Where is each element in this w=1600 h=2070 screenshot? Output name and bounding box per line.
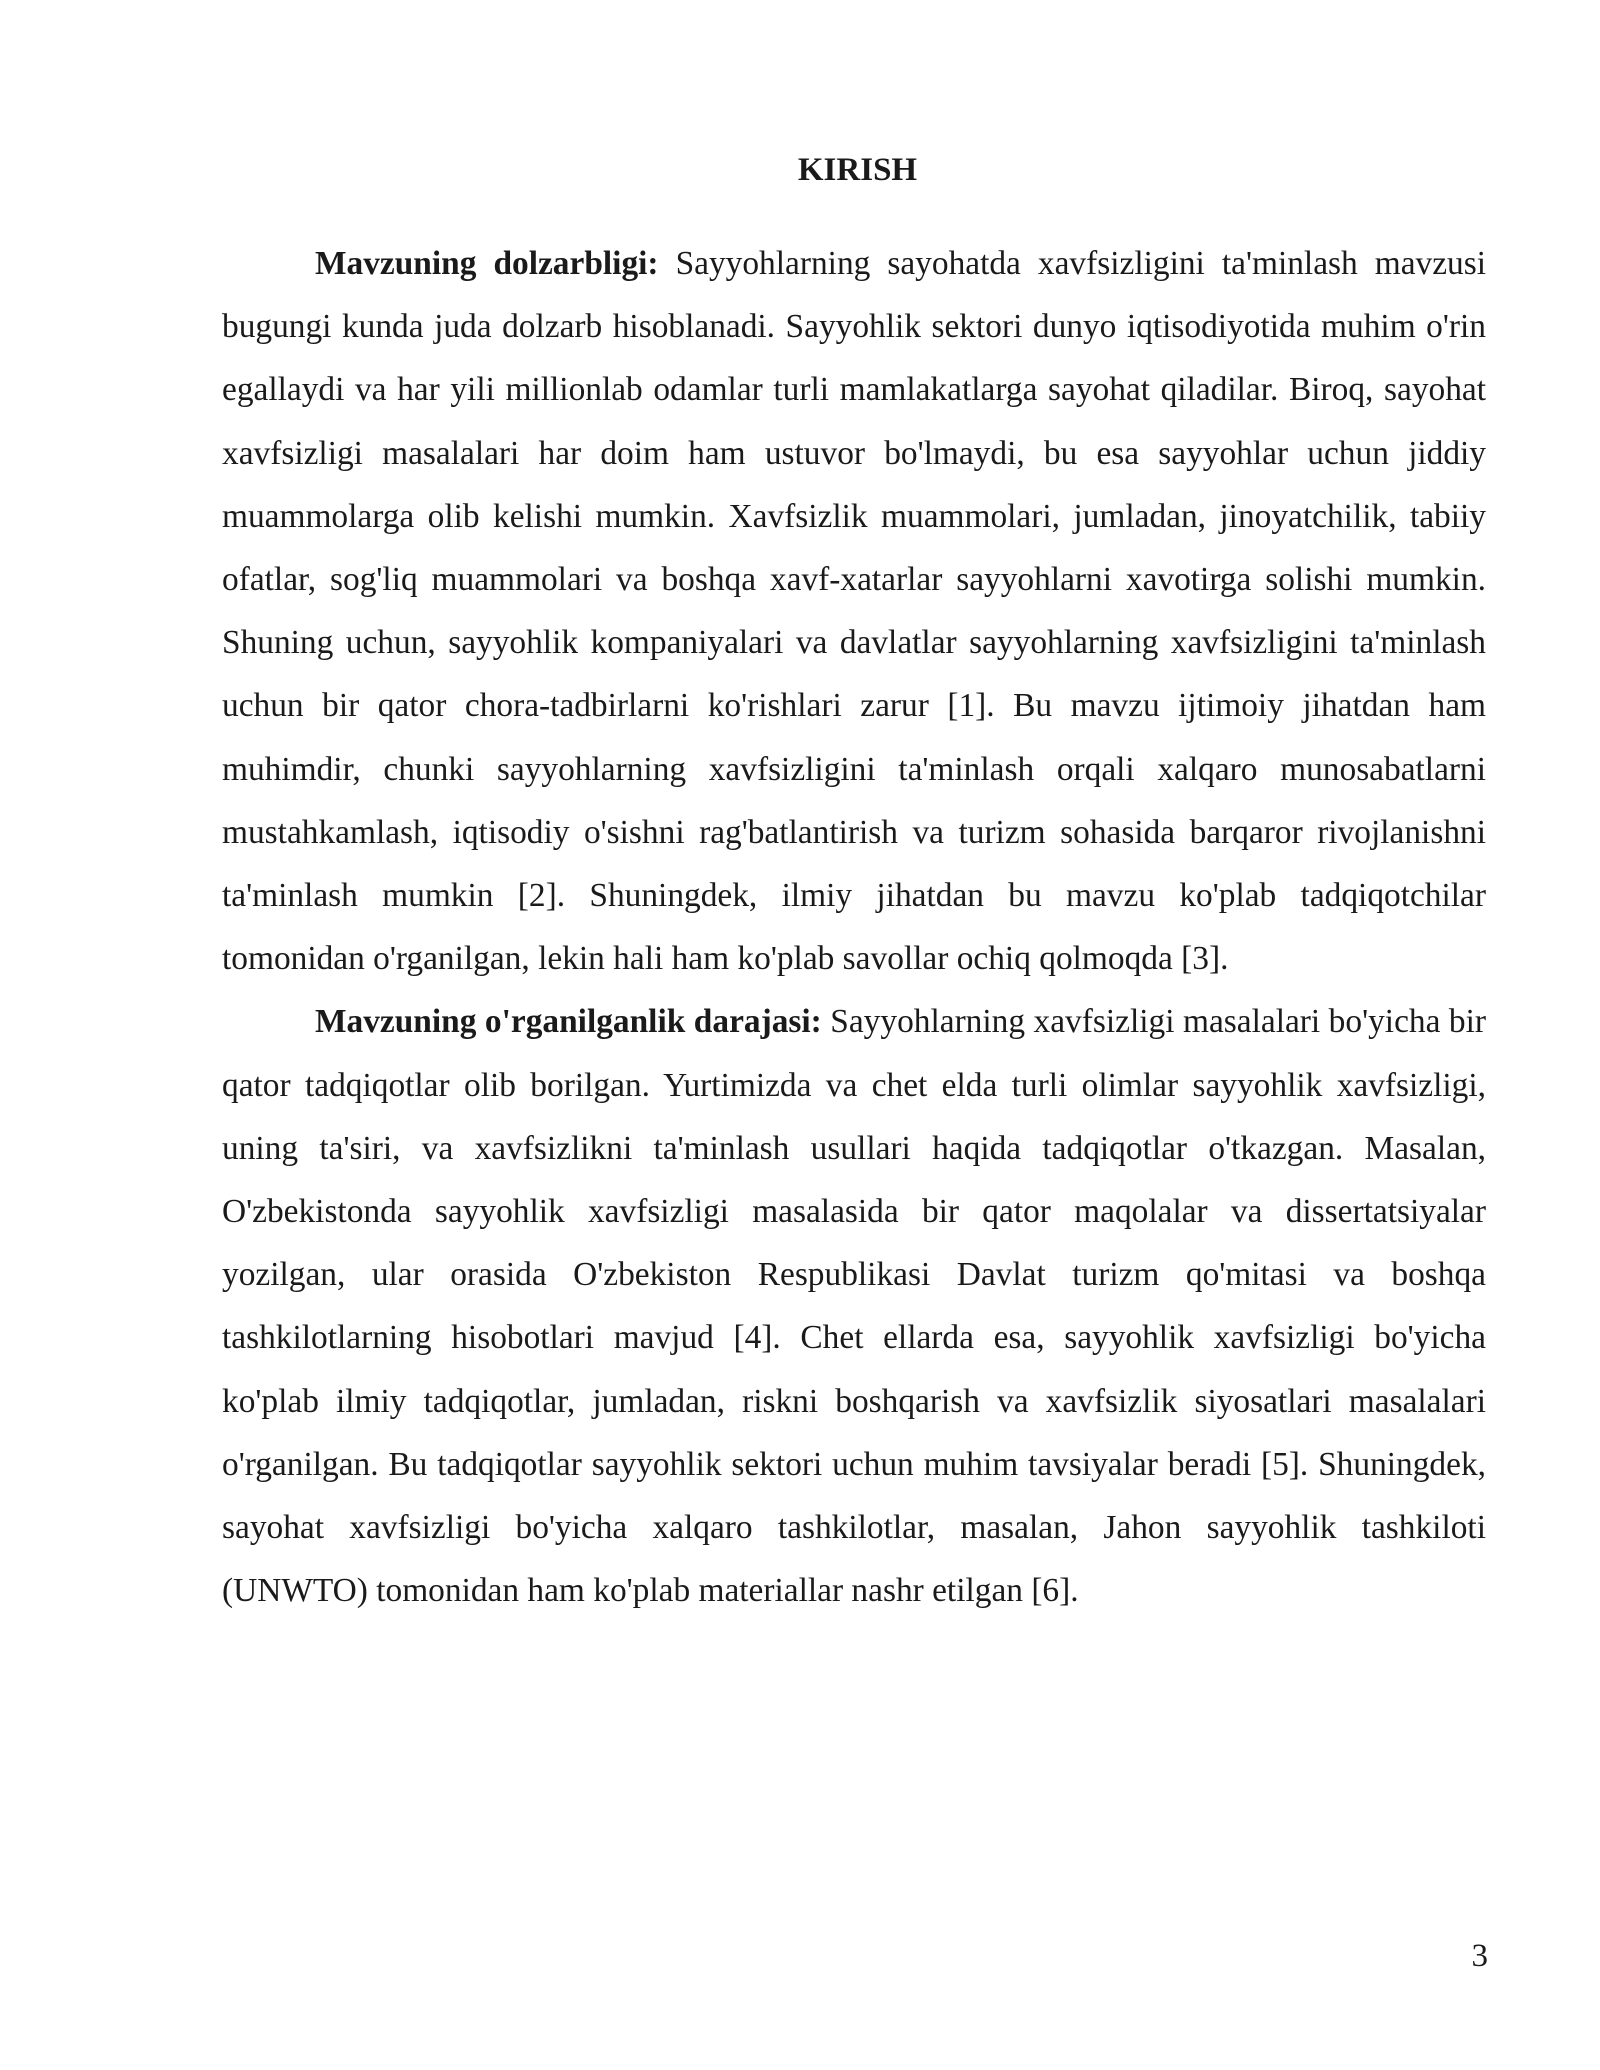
page-number: 3 xyxy=(1471,1938,1488,1974)
paragraph-study-degree xyxy=(222,990,1486,1622)
paragraph-relevance xyxy=(222,232,1486,990)
paragraph-lead-study-degree: Mavzuning o'rganilganlik darajasi: xyxy=(315,1003,822,1041)
paragraph-lead-relevance: Mavzuning dolzarbligi: xyxy=(315,245,659,282)
body-text xyxy=(222,232,1486,1622)
paragraph-text-study-degree: Sayyohlarning xavfsizligi masalalari bo'yicha bir qator tadqiqotlar olib borilgan. Yurtimizda va chet elda turli olimlar sayyohlik xavfsizligi, uning ta'siri, va xavfsizlikni ta'minlash usullari haqida tadqiqotlar o'tkazgan. Masalan, O'zbekistonda sayyohlik xavfsizligi masalasida bir qator maqolalar va dissertatsiyalar yozilgan, ular orasida O'zbekiston Respublikasi Davlat turizm qo'mitasi va boshqa tashkilotlarning hisobotlari mavjud [4]. Chet ellarda esa, sayyohlik xavfsizligi bo'yicha ko'plab ilmiy tadqiqotlar, jumladan, riskni boshqarish va xavfsizlik siyosatlari masalalari o'rganilgan. Bu tadqiqotlar sayyohlik sektori uchun muhim tavsiyalar beradi [5]. Shuningdek, sayohat xavfsizligi bo'yicha xalqaro tashkilotlar, masalan, Jahon sayyohlik tashkiloti (UNWTO) tomonidan ham ko'plab materiallar nashr etilgan [6]. xyxy=(222,1003,1486,1610)
paragraph-text-relevance: Sayyohlarning sayohatda xavfsizligini ta'minlash mavzusi bugungi kunda juda dolzarb hisoblanadi. Sayyohlik sektori dunyo iqtisodiyotida muhim o'rin egallaydi va har yili millionlab odamlar turli mamlakatlarga sayohat qiladilar. Biroq, sayohat xavfsizligi masalalari har doim ham ustuvor bo'lmaydi, bu esa sayyohlar uchun jiddiy muammolarga olib kelishi mumkin. Xavfsizlik muammolari, jumladan, jinoyatchilik, tabiiy ofatlar, sog'liq muammolari va boshqa xavf-xatarlar sayyohlarni xavotirga solishi mumkin. Shuning uchun, sayyohlik kompaniyalari va davlatlar sayyohlarning xavfsizligini ta'minlash uchun bir qator chora-tadbirlarni ko'rishlari zarur [1]. Bu mavzu ijtimoiy jihatdan ham muhimdir, chunki sayyohlarning xavfsizligini ta'minlash orqali xalqaro munosabatlarni mustahkamlash, iqtisodiy o'sishni rag'batlantirish va turizm sohasida barqaror rivojlanishni ta'minlash mumkin [2]. Shuningdek, ilmiy jihatdan bu mavzu ko'plab tadqiqotchilar tomonidan o'rganilgan, lekin hali ham ko'plab savollar ochiq qolmoqda [3]. xyxy=(222,245,1487,978)
section-heading: KIRISH xyxy=(797,152,918,188)
